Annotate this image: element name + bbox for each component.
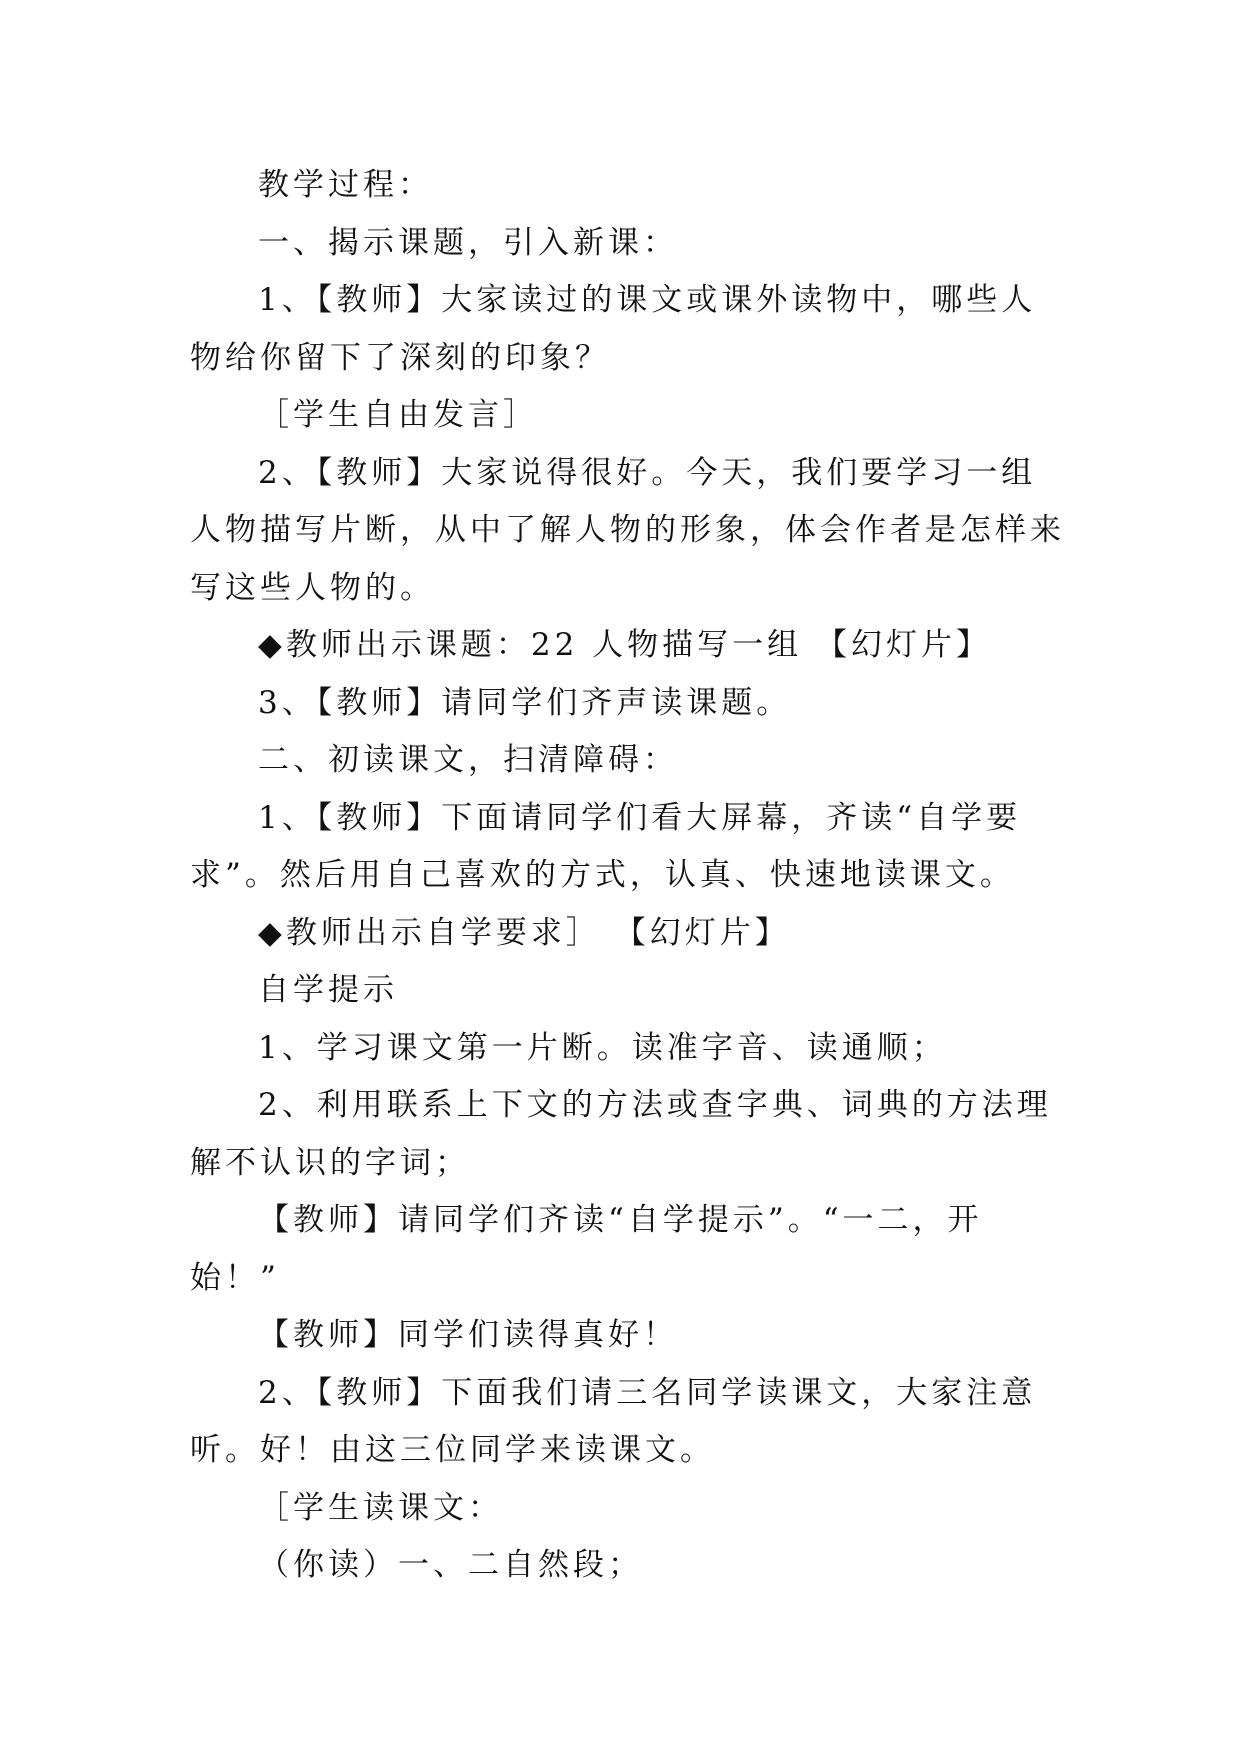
section-heading-1: 一、揭示课题，引入新课： (258, 224, 678, 261)
document-body (190, 157, 1070, 1595)
paragraph: ［学生读课文： (258, 1489, 503, 1526)
paragraph: 3、【教师】请同学们齐声读课题。 (258, 684, 792, 721)
subheading-self-study-tips: 自学提示 (258, 972, 398, 1008)
section-heading-2: 二、初读课文，扫清障碍： (258, 742, 678, 778)
paragraph: 1、【教师】大家读过的课文或课外读物中，哪些人物给你留下了深刻的印象？ (190, 282, 1037, 376)
paragraph: ◆教师出示课题：22 人物描写一组 【幻灯片】 (258, 627, 991, 663)
paragraph: 2、利用联系上下文的方法或查字典、词典的方法理解不认识的字词； (190, 1087, 1052, 1181)
paragraph: 1、【教师】下面请同学们看大屏幕，齐读“自学要求”。然后用自己喜欢的方式，认真、快速地读课文。 (190, 799, 1022, 893)
paragraph: 2、【教师】下面我们请三名同学读课文，大家注意听。好！由这三位同学来读课文。 (190, 1374, 1037, 1468)
paragraph: ［学生自由发言］ (258, 397, 538, 433)
paragraph: ◆教师出示自学要求］ 【幻灯片】 (258, 914, 790, 951)
paragraph: 【教师】请同学们齐读“自学提示”。“一二，开始！” (190, 1202, 983, 1296)
paragraph: （你读）一、二自然段； (258, 1547, 643, 1583)
paragraph: 【教师】同学们读得真好！ (258, 1317, 678, 1353)
heading-teaching-process: 教学过程： (258, 167, 433, 203)
paragraph: 2、【教师】大家说得很好。今天，我们要学习一组人物描写片断，从中了解人物的形象，体会作者是怎样来写这些人物的。 (190, 454, 1065, 606)
paragraph: 1、学习课文第一片断。读准字音、读通顺； (258, 1029, 947, 1066)
